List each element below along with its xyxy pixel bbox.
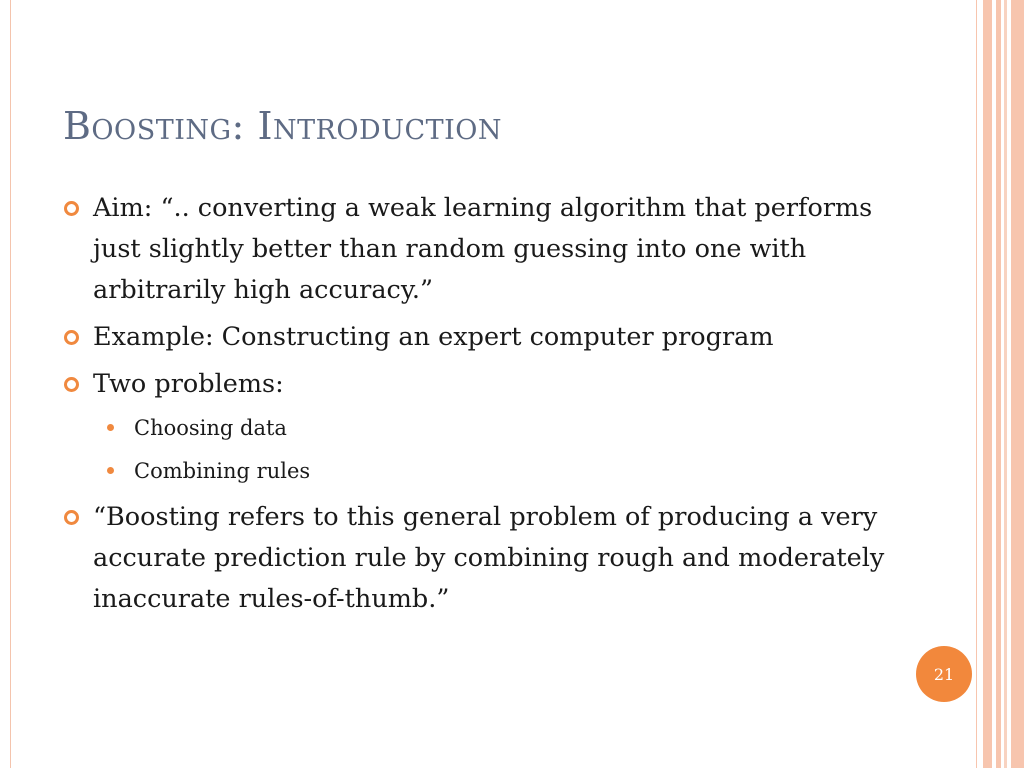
bullet-item [64, 317, 924, 358]
left-frame-line [10, 0, 11, 768]
bullet-list [64, 188, 924, 626]
slide-title: Boosting: Introduction [63, 104, 503, 148]
right-frame-stripe [1011, 0, 1024, 768]
ring-bullet-icon [64, 377, 79, 392]
ring-bullet-icon [64, 510, 79, 525]
sub-bullet-item [64, 411, 924, 445]
right-frame-stripe [976, 0, 977, 768]
page-number-badge [916, 646, 972, 702]
bullet-text: Two problems: [93, 369, 284, 399]
bullet-item [64, 497, 924, 620]
bullet-item [64, 364, 924, 405]
dot-bullet-icon [107, 467, 114, 474]
ring-bullet-icon [64, 201, 79, 216]
right-frame-stripe [983, 0, 992, 768]
bullet-text: “Boosting refers to this general problem of producing a very accurate prediction rule by combining rough and moderately inaccurate rules-of-thumb.” [93, 502, 885, 614]
ring-bullet-icon [64, 330, 79, 345]
dot-bullet-icon [107, 424, 114, 431]
bullet-item [64, 188, 924, 311]
bullet-text: Example: Constructing an expert computer program [93, 322, 774, 352]
sub-bullet-item [64, 454, 924, 488]
bullet-text: Aim: “.. converting a weak learning algorithm that performs just slightly better than random guessing into one with arbitrarily high accuracy.” [93, 193, 873, 305]
sub-bullet-text: Choosing data [134, 416, 287, 440]
sub-bullet-text: Combining rules [134, 459, 311, 483]
right-frame-stripe [1004, 0, 1007, 768]
right-frame-stripe [996, 0, 1001, 768]
page-number: 21 [933, 664, 955, 684]
